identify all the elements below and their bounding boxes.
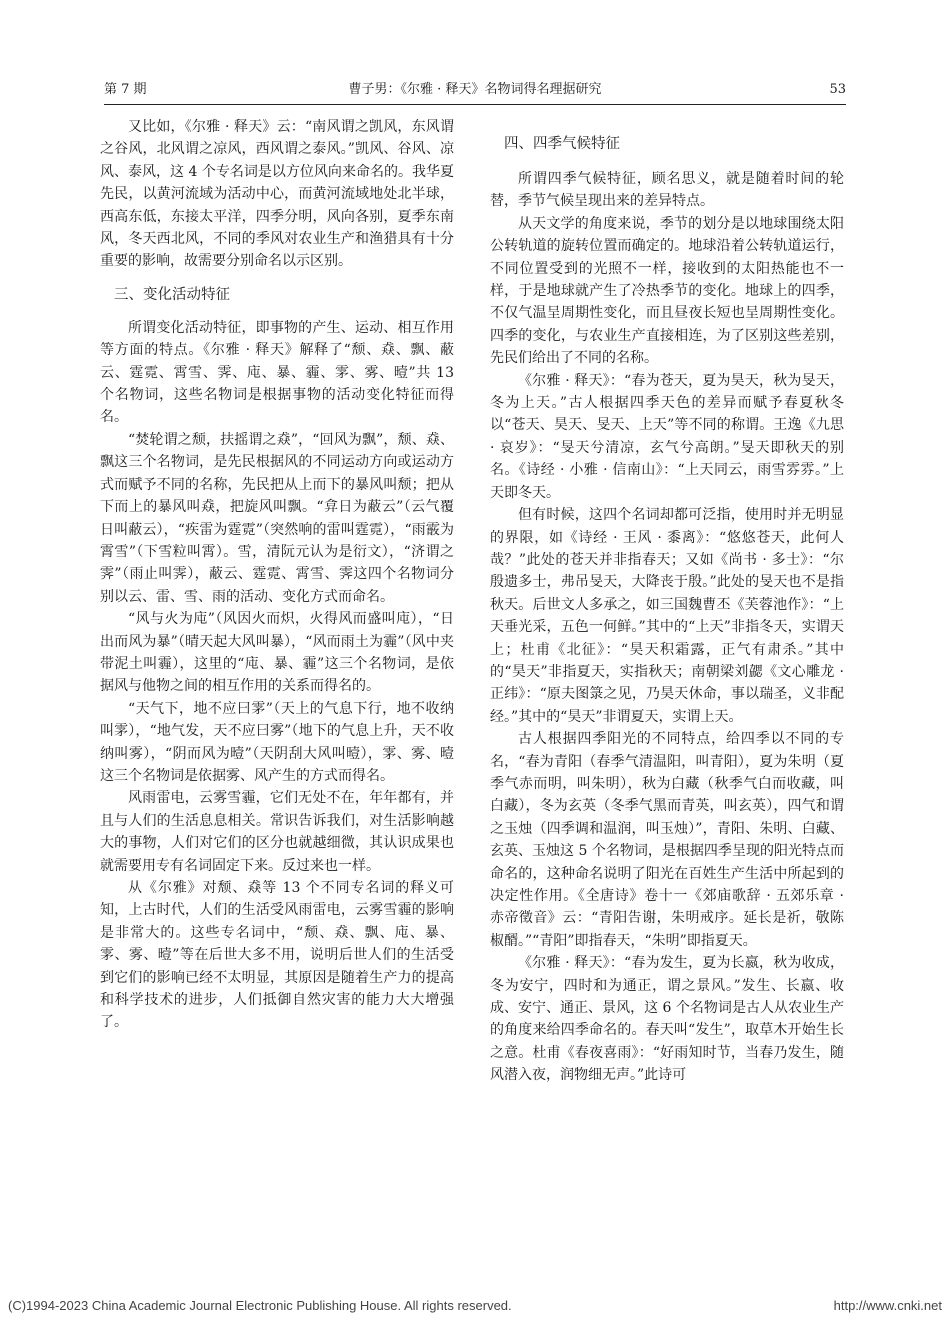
paragraph: “焚轮谓之颓，扶摇谓之猋”，“回风为飘”，颓、猋、飘这三个名物词，是先民根据风的不同运动方向或运动方式而赋予不同的名称，先民把从上而下的暴风叫颓；把从下而上的暴风叫猋，把旋风叫飘。“弇日为蔽云”（云气覆日叫蔽云），“疾雷为霆霓”（突然响的雷叫霆霓），“雨霰为霄雪”（下雪粒叫霄）。雪，清阮元认为是衍文），“济谓之霁”（雨止叫霁），蔽云、霆霓、霄雪、霁这四个名物词分别以云、雷、雪、雨的活动、变化方式而命名。 bbox=[100, 431, 454, 605]
website-link[interactable]: http://www.cnki.net bbox=[833, 1298, 942, 1313]
copyright-text: (C)1994-2023 China Academic Journal Electronic Publishing House. All rights reserved. bbox=[8, 1298, 512, 1313]
paragraph: 《尔雅 · 释天》：“春为发生，夏为长嬴，秋为收成，冬为安宁，四时和为通正，谓之景风。”发生、长嬴、收成、安宁、通正、景风，这 6 个名物词是古人从农业生产的角度来给四季命名的。春天叫“发生”，取草木开始生长之意。杜甫《春夜喜雨》：“好雨知时节，当春乃发生，随风潜入夜，润物细无声。”此诗可 bbox=[490, 955, 844, 1084]
paragraph: 古人根据四季阳光的不同特点，给四季以不同的专名，“春为青阳（春季气清温阳，叫青阳），夏为朱明（夏季气赤而明，叫朱明），秋为白藏（秋季气白而收藏，叫白藏），冬为玄英（冬季气黑而青英，叫玄英），四气和谓之玉烛（四季调和温润，叫玉烛）”，青阳、朱明、白藏、玄英、玉烛这 5 个名物词，是根据四季呈现的阳光特点而命名的，这种命名说明了阳光在百姓生产生活中所起到的决定性作用。《全唐诗》卷十一《郊庙歌辞 · 五郊乐章 · 赤帝徵音》云：“青阳告谢，朱明戒序。延长是祈，敬陈椒醑。”“青阳”即指春天，“朱明”即指夏天。 bbox=[490, 731, 844, 949]
paragraph: “天气下，地不应曰雺”（天上的气息下行，地不收纳叫雺），“地气发，天不应曰雾”（地下的气息上升，天不收纳叫雾），“阴而风为曀”（天阴刮大风叫曀），雺、雾、曀这三个名物词是依据雾、风产生的方式而得名。 bbox=[100, 700, 454, 784]
paragraph: 所谓四季气候特征，顾名思义，就是随着时间的轮替，季节气候呈现出来的差异特点。 bbox=[490, 171, 844, 210]
section-heading-4: 四、四季气候特征 bbox=[504, 136, 620, 152]
paragraph: 风雨雷电，云雾雪霾，它们无处不在，年年都有，并且与人们的生活息息相关。常识告诉我们，对生活影响越大的事物，人们对它们的区分也就越细微，其认识成果也就需要用专有名词固定下来。反过来也一样。 bbox=[100, 790, 454, 874]
issue-number: 第 7 期 bbox=[104, 82, 147, 97]
header-rule bbox=[104, 104, 846, 105]
page-number: 53 bbox=[829, 82, 846, 97]
paragraph: 所谓变化活动特征，即事物的产生、运动、相互作用等方面的特点。《尔雅 · 释天》解释了“颓、猋、飘、蔽云、霆霓、霄雪、霁、庉、暴、霾、雺、雾、曀”共 13 个名物词，这些名物词是根据事物的活动变化特征而得名。 bbox=[100, 319, 454, 426]
paragraph: 从《尔雅》对颓、猋等 13 个不同专名词的释义可知，上古时代，人们的生活受风雨雷电，云雾雪霾的影响是非常大的。这些专名词中，“颓、猋、飘、庉、暴、雺、雾、曀”等在后世大多不用，说明后世人们的生活受到它们的影响已经不太明显，其原因是随着生产力的提高和科学技术的进步，人们抵御自然灾害的能力大大增强了。 bbox=[100, 880, 454, 1031]
section-heading-3: 三、变化活动特征 bbox=[114, 286, 230, 303]
paragraph: 又比如，《尔雅 · 释天》云：“南风谓之凯风，东风谓之谷风，北风谓之凉风，西风谓之泰风。”凯风、谷风、凉风、泰风，这 4 个专名词是以方位风向来命名的。我华夏先民，以黄河流域为活动中心，而黄河流域地处北半球，西高东低，东接太平洋，四季分明，风向各别，夏季东南风，冬天西北风，不同的季风对农业生产和渔猎具有十分重要的影响，故需要分别命名以示区别。 bbox=[100, 119, 454, 270]
paragraph: 《尔雅 · 释天》：“春为苍天，夏为昊天，秋为旻天，冬为上天。”古人根据四季天色的差异而赋予春夏秋冬以“苍天、昊天、旻天、上天”等不同的称谓。王逸《九思 · 哀岁》：“旻天兮清凉，玄气兮高朗。”旻天即秋天的别名。《诗经 · 小雅 · 信南山》：“上天同云，雨雪雰雰。”上天即冬天。 bbox=[490, 372, 844, 501]
paragraph: “风与火为庉”（风因火而炽，火得风而盛叫庉），“日出而风为暴”（晴天起大风叫暴），“风而雨土为霾”（风中夹带泥土叫霾），这里的“庉、暴、霾”这三个名物词，是依据风与他物之间的相互作用的关系而得名的。 bbox=[100, 611, 454, 695]
right-column bbox=[490, 116, 844, 1087]
running-header bbox=[104, 78, 846, 102]
paragraph: 从天文学的角度来说，季节的划分是以地球围绕太阳公转轨道的旋转位置而确定的。地球沿着公转轨道运行，不同位置受到的光照不一样，接收到的太阳热能也不一样，于是地球就产生了冷热季节的变化。地球上的四季，不仅气温呈周期性变化，而且昼夜长短也呈周期性变化。四季的变化，与农业生产直接相连，为了区别这些差别，先民们给出了不同的名称。 bbox=[490, 215, 844, 367]
left-column bbox=[100, 116, 454, 1034]
running-title: 曹子男：《尔雅 · 释天》名物词得名理据研究 bbox=[348, 82, 602, 97]
paragraph: 但有时候，这四个名词却都可泛指，使用时并无明显的界限，如《诗经 · 王风 · 黍离》：“悠悠苍天，此何人哉？”此处的苍天并非指春天；又如《尚书 · 多士》：“尔殷遗多士，弗吊旻天，大降丧于殷。”此处的旻天也不是指秋天。后世文人多承之，如三国魏曹丕《芙蓉池作》：“上天垂光采，五色一何鲜。”其中的“上天”非指冬天，实谓天上；杜甫《北征》：“昊天积霜露，正气有肃杀。”其中的“昊天”非指夏天，实指秋天；南朝梁刘勰《文心雕龙 · 正纬》：“原夫图箓之见，乃昊天休命，事以瑞圣，义非配经。”其中的“昊天”非谓夏天，实谓上天。 bbox=[490, 507, 844, 725]
